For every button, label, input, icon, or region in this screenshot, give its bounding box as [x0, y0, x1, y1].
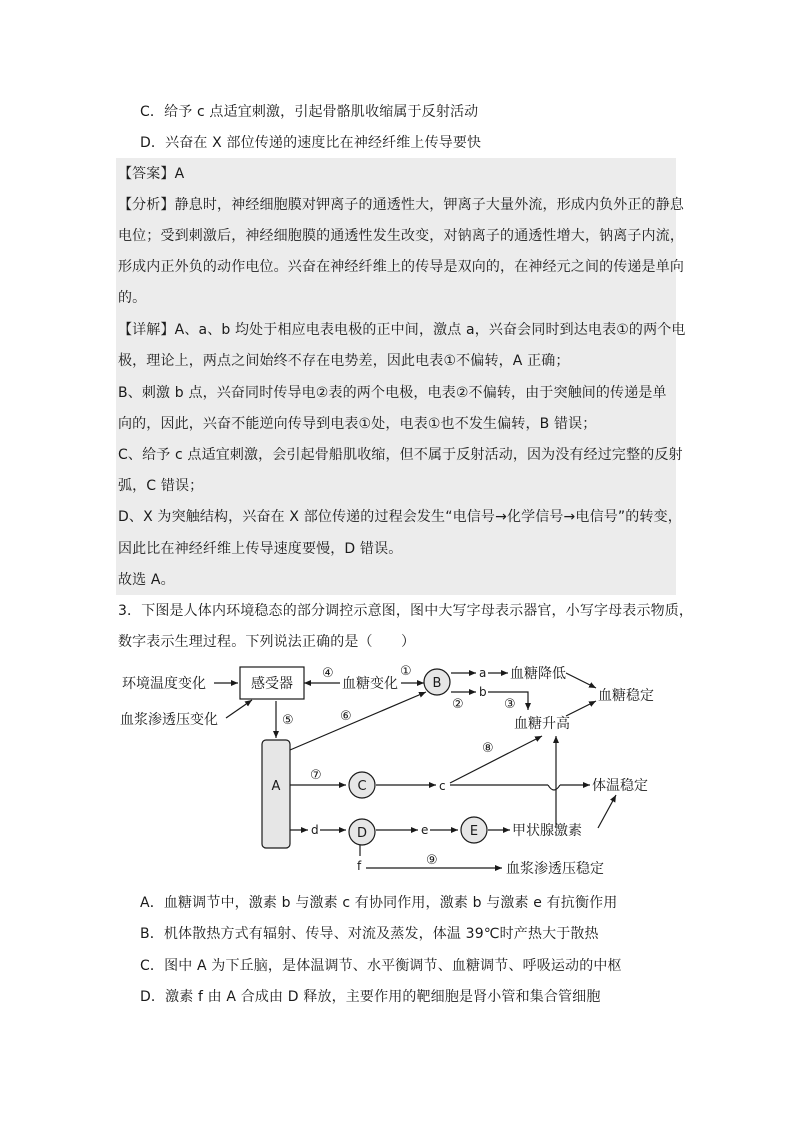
process-3-label: ③ [504, 697, 516, 712]
arrow-down-stable [566, 673, 596, 688]
arrow-thyroid-temp [598, 795, 616, 828]
regulation-diagram [114, 658, 670, 886]
hormone-e-label: e [421, 823, 429, 837]
solution-panel [116, 158, 686, 595]
detail-line: 【详解】A、a、b 均处于相应电表电极的正中间，激点 a，兴奋会同时到达电表①的两个电 [118, 322, 686, 338]
hormone-a-label: a [479, 666, 487, 680]
process-2-label: ② [452, 697, 464, 712]
organ-E-label: E [469, 824, 479, 839]
arrow-8 [450, 736, 542, 783]
option-c: C．图中 A 为下丘脑，是体温调节、水平衡调节、血糖调节、呼吸运动的中枢 [140, 958, 622, 974]
option-b: B．机体散热方式有辐射、传导、对流及蒸发，体温 39℃时产热大于散热 [140, 926, 599, 942]
glucose-change-label: 血糖变化 [342, 676, 398, 692]
detail-line: 弧，C 错误； [118, 478, 204, 494]
analysis-line: 的。 [118, 290, 147, 306]
process-1-label: ① [400, 664, 412, 679]
analysis-line: 【分析】静息时，神经细胞膜对钾离子的通透性大，钾离子大量外流，形成内负外正的静息 [118, 197, 684, 213]
organ-B-label: B [432, 676, 442, 691]
question-stem: 数字表示生理过程。下列说法正确的是（ ） [118, 634, 416, 650]
detail-line: D、X 为突触结构，兴奋在 X 部位传递的过程会发生“电信号→化学信号→电信号”的转变， [118, 509, 682, 525]
line-bridge [548, 785, 560, 790]
detail-line: B、刺激 b 点，兴奋同时传导电②表的两个电极，电表②不偏转，由于突触间的传递是单 [118, 385, 667, 401]
thyroid-hormone-label: 甲状腺激素 [512, 823, 582, 839]
organ-A-node [262, 740, 290, 848]
detail-line: 故选 A。 [118, 572, 175, 588]
option-d: D．激素 f 由 A 合成由 D 释放，主要作用的靶细胞是肾小管和集合管细胞 [140, 989, 601, 1005]
glucose-stable-label: 血糖稳定 [598, 688, 654, 704]
plasma-osm-stable-label: 血浆渗透压稳定 [506, 861, 604, 877]
process-9-label: ⑨ [426, 853, 438, 868]
hormone-d-label: d [311, 823, 319, 837]
answer-line: 【答案】A [118, 166, 185, 182]
detail-line: 向的，因此，兴奋不能逆向传导到电表①处，电表①也不发生偏转，B 错误； [118, 416, 597, 432]
process-8-label: ⑧ [482, 741, 494, 756]
process-5-label: ⑤ [282, 713, 294, 728]
hormone-c-label: c [439, 779, 446, 793]
prev-option-c: C．给予 c 点适宜刺激，引起骨骼肌收缩属于反射活动 [140, 104, 479, 120]
receptor-label: 感受器 [251, 676, 293, 692]
organ-C-label: C [357, 779, 367, 794]
hormone-f-label: f [357, 859, 362, 873]
analysis-line: 形成内正外负的动作电位。兴奋在神经纤维上的传导是双向的，在神经元之间的传递是单向 [118, 259, 684, 275]
arrow-osm-to-receptor [226, 700, 252, 718]
organ-A-label: A [271, 779, 281, 794]
env-temp-label: 环境温度变化 [122, 676, 206, 692]
detail-line: C、给予 c 点适宜刺激，会引起骨船肌收缩，但不属于反射活动，因为没有经过完整的反射 [118, 447, 683, 463]
process-7-label: ⑦ [310, 768, 322, 783]
arrow-up-stable [566, 701, 596, 716]
organ-D-label: D [356, 826, 368, 841]
glucose-down-label: 血糖降低 [510, 666, 566, 682]
detail-line: 极，理论上，两点之间始终不存在电势差，因此电表①不偏转，A 正确； [118, 353, 570, 369]
prev-option-d: D．兴奋在 X 部位传递的速度比在神经纤维上传导要快 [140, 135, 482, 151]
question-stem: 3．下图是人体内环境稳态的部分调控示意图，图中大写字母表示器官，小写字母表示物质， [118, 603, 694, 619]
hormone-b-label: b [479, 685, 487, 699]
process-6-label: ⑥ [340, 709, 352, 724]
process-4-label: ④ [322, 666, 334, 681]
analysis-line: 电位；受到刺激后，神经细胞膜的通透性发生改变，对钠离子的通透性增大，钠离子内流， [118, 228, 684, 244]
plasma-osm-change-label: 血浆渗透压变化 [120, 712, 218, 728]
glucose-up-label: 血糖升高 [514, 716, 570, 732]
detail-line: 因此比在神经纤维上传导速度要慢，D 错误。 [118, 541, 403, 557]
temp-stable-label: 体温稳定 [592, 778, 648, 794]
arrow-6 [290, 692, 426, 750]
option-a: A．血糖调节中，激素 b 与激素 c 有协同作用，激素 b 与激素 e 有抗衡作用 [140, 895, 618, 911]
